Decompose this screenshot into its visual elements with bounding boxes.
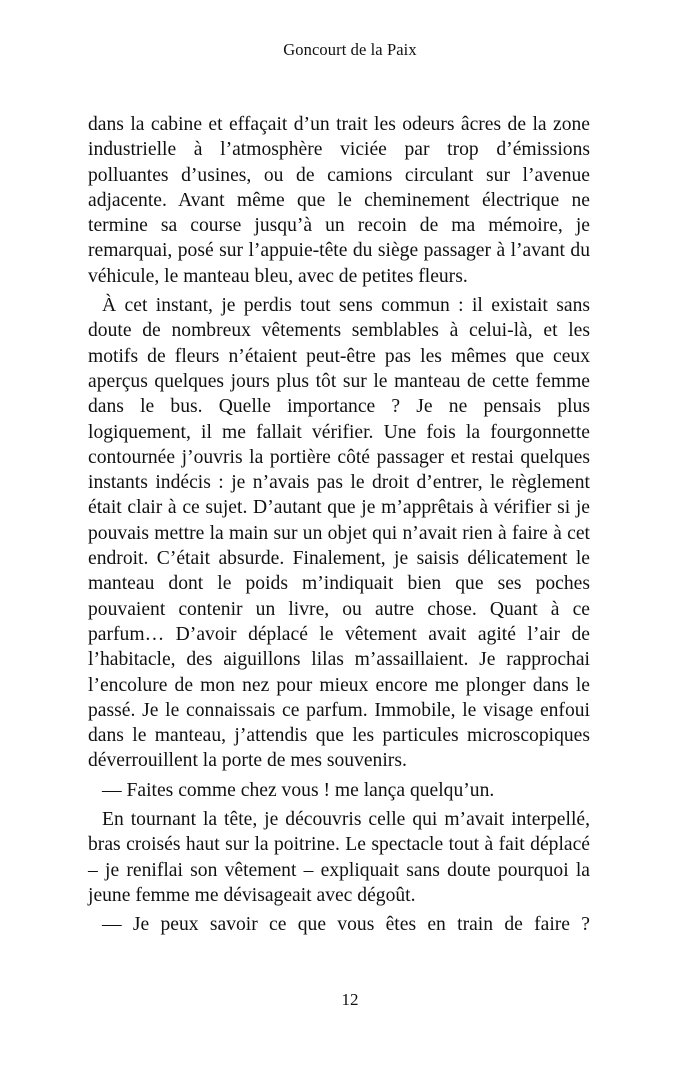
dialogue-line: — Faites comme chez vous ! me lança quelqu’un. [102, 779, 495, 801]
body-text [88, 112, 590, 942]
running-header: Goncourt de la Paix [283, 40, 417, 59]
paragraph: À cet instant, je perdis tout sens commun : il existait sans doute de nombreux vêtements semblables à celui-là, et les motifs de fleurs n’étaient peut-être pas les mêmes que ceux aperçus quelques jours plus tôt sur le manteau de cette femme dans le bus. Quelle importance ? Je ne pensais plus logiquement, il me fallait vérifier. Une fois la fourgonnette contournée j’ouvris la portière côté passager et restai quelques instants indécis : je n’avais pas le droit d’entrer, le règlement était clair à ce sujet. D’autant que je m’apprêtais à vérifier si je pouvais mettre la main sur un objet qui n’avait rien à faire à cet endroit. C’était absurde. Finalement, je saisis délicatement le manteau dont le poids m’indiquait bien que ses poches pouvaient contenir un livre, ou autre chose. Quant à ce parfum… D’avoir déplacé le vêtement avait agité l’air de l’habitacle, des aiguillons lilas m’assaillaient. Je rapprochai l’encolure de mon nez pour mieux encore me plonger dans le passé. Je le connaissais ce parfum. Immobile, le visage enfoui dans le manteau, j’attendis que les particules microscopiques déverrouillent la porte de mes souvenirs. [88, 295, 590, 772]
page-number: 12 [341, 990, 359, 1009]
dialogue-line: — Je peux savoir ce que vous êtes en train de faire ? [102, 914, 590, 936]
paragraph: dans la cabine et effaçait d’un trait les odeurs âcres de la zone industrielle à l’atmosphère viciée par trop d’émissions polluantes d’usines, ou de camions circulant sur l’avenue adjacente. Avant même que le cheminement électrique ne termine sa course jusqu’à un recoin de ma mémoire, je remarquai, posé sur l’appuie-tête du siège passager à l’avant du véhicule, le manteau bleu, avec de petites fleurs. [88, 114, 590, 287]
paragraph: En tournant la tête, je découvris celle qui m’avait interpellé, bras croisés haut sur la poitrine. Le spectacle tout à fait déplacé – je reniflai son vêtement – expliquait sans doute pourquoi la jeune femme me dévisageait avec dégoût. [88, 809, 590, 906]
